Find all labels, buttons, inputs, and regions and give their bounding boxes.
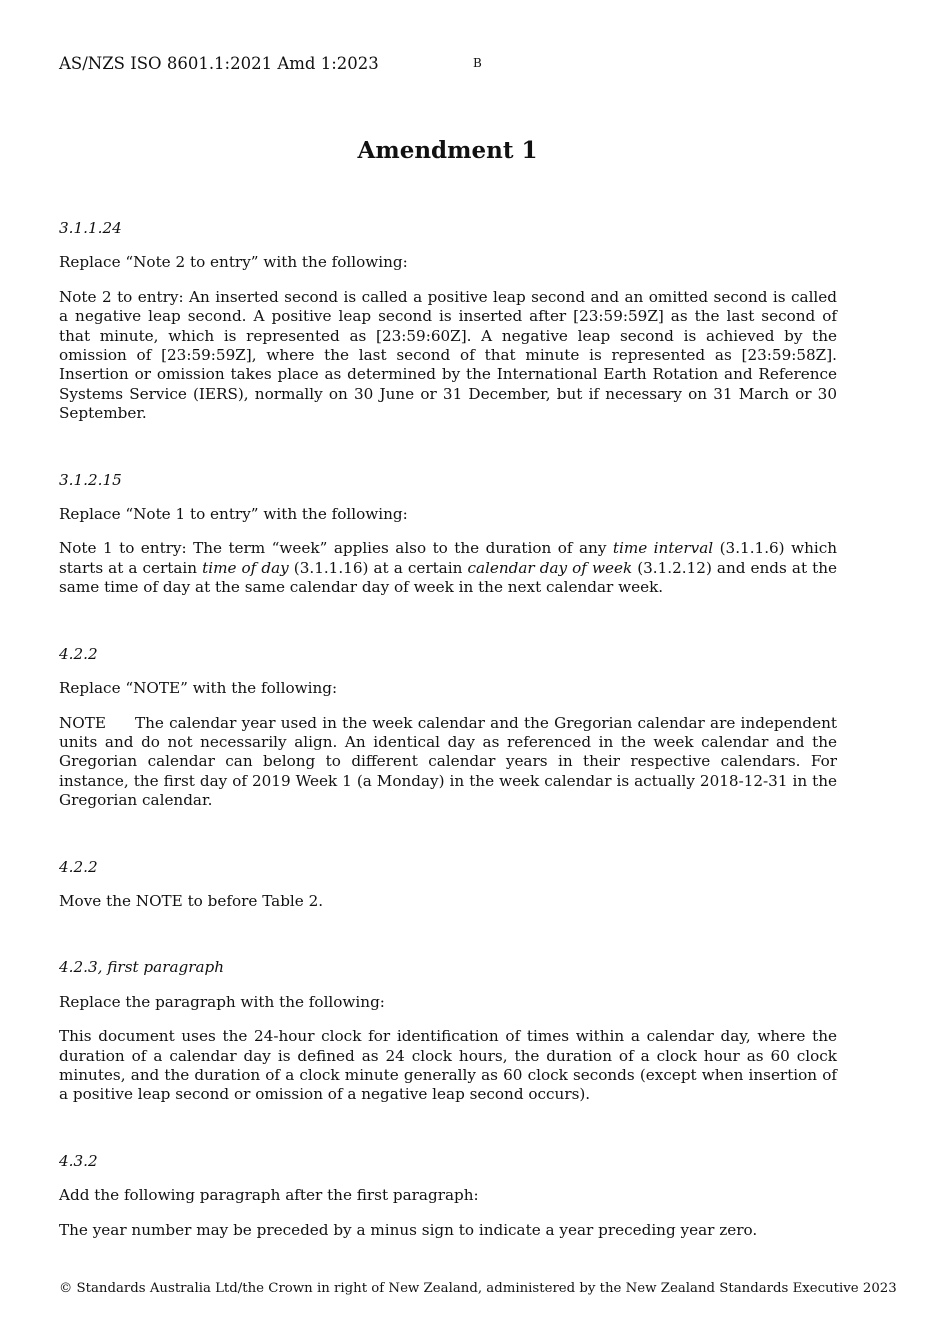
clause-reference: 3.1.2.15 — [59, 470, 122, 489]
amendment-section-4-2-3 — [59, 958, 837, 1104]
clause-reference: 4.2.2 — [59, 857, 98, 876]
replacement-note — [59, 714, 837, 811]
amendment-section-4-2-2-move — [59, 858, 837, 912]
amendment-content — [59, 219, 837, 1287]
document-identifier: AS/NZS ISO 8601.1:2021 Amd 1:2023 — [59, 54, 379, 73]
page-title: Amendment 1 — [357, 137, 538, 164]
clause-reference: 4.3.2 — [59, 1151, 98, 1170]
amendment-section-4-2-2-note — [59, 645, 837, 811]
copyright-footer: © Standards Australia Ltd/the Crown in right of New Zealand, administered by the New Zealand Standards Executive 2023 — [59, 1281, 897, 1296]
amendment-instruction: Replace “NOTE” with the following: — [59, 679, 338, 698]
amendment-instruction: Replace “Note 1 to entry” with the following: — [59, 505, 408, 524]
text-run: (3.1.2.12) and ends at the same time of day at the same calendar day of week in the next calendar week. — [59, 558, 837, 597]
text-run: Note 1 to entry: The term “week” applies also to the duration of any — [59, 539, 613, 558]
added-paragraph: The year number may be preceded by a minus sign to indicate a year preceding year zero. — [59, 1220, 758, 1239]
text-run: (3.1.1.16) at a certain — [288, 558, 468, 577]
replacement-text: Note 2 to entry: An inserted second is called a positive leap second and an omitted second is called a negative leap second. A positive leap second is inserted after [23:59:59Z] as the last second of that minute, which is represented as [23:59:60Z]. A negative leap second is achieved by the omission of [23:59:59Z], where the last second of that minute is represented as [23:59:58Z]. Insertion or omission takes place as determined by the International Earth Rotation and Reference Systems Service (IERS), normally on 30 June or 31 December, but if necessary on 31 March or 30 September. — [59, 287, 837, 423]
amendment-section-3-1-2-15 — [59, 471, 837, 598]
text-run: (3.1.1.6) which starts at a certain — [59, 539, 837, 577]
amendment-section-3-1-1-24 — [59, 219, 837, 424]
amendment-instruction: Move the NOTE to before Table 2. — [59, 891, 324, 910]
replacement-text: This document uses the 24-hour clock for identification of times within a calendar day, where the duration of a calendar day is defined as 24 clock hours, the duration of a clock hour as 60 clock minutes, and the duration of a clock minute generally as 60 clock seconds (except when insertion of a positive leap second or omission of a negative leap second occurs). — [59, 1027, 837, 1104]
replacement-text — [59, 539, 837, 597]
amendment-instruction: Add the following paragraph after the first paragraph: — [59, 1186, 479, 1205]
page-marker: B — [473, 56, 482, 70]
defined-term: time interval — [612, 539, 714, 558]
note-label: NOTE — [59, 713, 106, 732]
amendment-instruction: Replace the paragraph with the following: — [59, 992, 385, 1011]
clause-reference: 4.2.3, first paragraph — [59, 958, 225, 977]
defined-term: time of day — [202, 558, 289, 577]
clause-reference: 4.2.2 — [59, 644, 98, 663]
amendment-section-4-3-2 — [59, 1152, 837, 1240]
amendment-instruction: Replace “Note 2 to entry” with the following: — [59, 253, 408, 272]
clause-reference: 3.1.1.24 — [59, 219, 122, 237]
defined-term: calendar day of week — [467, 558, 633, 577]
note-text: The calendar year used in the week calendar and the Gregorian calendar are independent units and do not necessarily align. An identical day as referenced in the week calendar and the Gregorian calendar can belong to different calendar years in their respective calendars. For instance, the first day of 2019 Week 1 (a Monday) in the week calendar is actually 2018-12-31 in the Gregorian calendar. — [59, 713, 837, 810]
